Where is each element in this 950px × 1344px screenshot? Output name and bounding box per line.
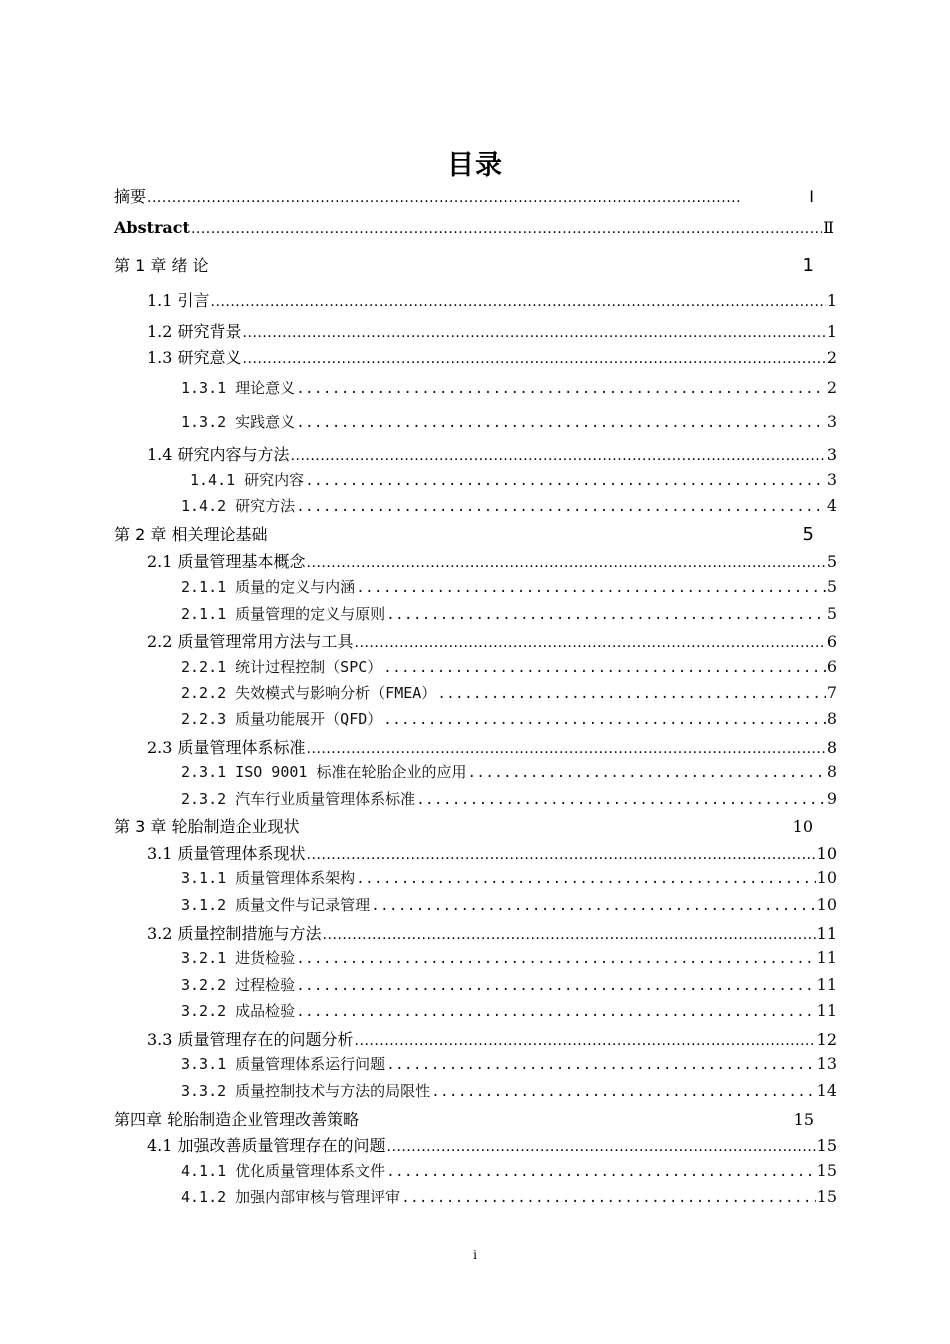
toc-chapter-page: 15 <box>793 1110 814 1129</box>
toc-entry-page: 8 <box>826 709 837 728</box>
toc-entry-label: 2.3.1 ISO 9001 标准在轮胎企业的应用 <box>181 763 467 781</box>
toc-entry-page: 11 <box>816 975 837 994</box>
toc-entry-page: 9 <box>826 789 837 808</box>
toc-entry-1-1[interactable] <box>147 288 837 310</box>
dot-leader <box>305 473 826 489</box>
dot-leader <box>371 898 815 914</box>
toc-entry-4-1-2[interactable] <box>181 1186 837 1208</box>
toc-entry-page: 8 <box>826 738 837 757</box>
toc-chapter-2[interactable] <box>114 522 814 546</box>
dot-leader <box>383 660 826 676</box>
toc-entry-1-3[interactable] <box>147 345 837 367</box>
toc-entry-page: 11 <box>816 924 837 943</box>
toc-entry-abstract-cn[interactable] <box>114 184 814 206</box>
toc-entry-page: 15 <box>816 1161 837 1180</box>
toc-entry-label: 3.1 质量管理体系现状 <box>147 844 306 863</box>
toc-entry-2-1-1b[interactable] <box>181 603 837 625</box>
dot-leader <box>296 951 815 967</box>
toc-entry-page: 5 <box>826 577 837 596</box>
toc-entry-page: 2 <box>826 378 837 397</box>
toc-entry-label: 2.2.2 失效模式与影响分析（FMEA） <box>181 684 437 702</box>
toc-entry-label: 3.1.1 质量管理体系架构 <box>181 869 356 887</box>
toc-entry-2-2[interactable] <box>147 629 837 651</box>
toc-entry-3-1-1[interactable] <box>181 867 837 889</box>
toc-entry-label: 1.3.2 实践意义 <box>181 413 296 431</box>
dot-leader <box>401 1190 815 1206</box>
toc-entry-page: 11 <box>816 1001 837 1020</box>
toc-entry-2-1-1[interactable] <box>181 576 837 598</box>
toc-entry-label: 1.4 研究内容与方法 <box>147 445 290 464</box>
toc-chapter-label: 第四章 轮胎制造企业管理改善策略 <box>114 1110 360 1129</box>
toc-entry-3-2-3[interactable] <box>181 1000 837 1022</box>
toc-entry-label: 1.2 研究背景 <box>147 322 242 341</box>
toc-chapter-label: 第 1 章 绪 论 <box>114 256 209 275</box>
toc-entry-page: 10 <box>816 868 837 887</box>
dot-leader <box>383 712 826 728</box>
dot-leader <box>296 1004 815 1020</box>
toc-entry-label: 2.2 质量管理常用方法与工具 <box>147 632 354 651</box>
toc-entry-page: 6 <box>826 657 837 676</box>
dot-leader <box>355 1033 816 1049</box>
toc-entry-label: 1.4.2 研究方法 <box>181 497 296 515</box>
dot-leader <box>386 1164 815 1180</box>
toc-entry-label: 2.1.1 质量的定义与内涵 <box>181 578 356 596</box>
toc-chapter-3[interactable] <box>114 814 814 838</box>
toc-entry-page: 8 <box>826 762 837 781</box>
toc-entry-page: 3 <box>826 412 837 431</box>
toc-entry-page: 13 <box>816 1054 837 1073</box>
dot-leader <box>211 294 826 310</box>
dot-leader <box>416 792 826 808</box>
toc-entry-4-1[interactable] <box>147 1133 837 1155</box>
dot-leader <box>296 978 815 994</box>
toc-entry-label: 3.3.1 质量管理体系运行问题 <box>181 1055 386 1073</box>
toc-entry-page: 15 <box>816 1187 837 1206</box>
toc-entry-abstract-en[interactable] <box>114 218 834 240</box>
toc-entry-label: 3.3.2 质量控制技术与方法的局限性 <box>181 1082 431 1100</box>
dot-leader <box>355 635 826 651</box>
toc-chapter-4[interactable] <box>114 1107 814 1131</box>
toc-entry-2-1[interactable] <box>147 549 837 571</box>
dot-leader <box>296 499 826 515</box>
toc-entry-label: 4.1 加强改善质量管理存在的问题 <box>147 1136 386 1155</box>
toc-entry-label: 2.2.3 质量功能展开（QFD） <box>181 710 383 728</box>
toc-entry-label: 3.2.2 过程检验 <box>181 976 296 994</box>
dot-leader <box>431 1084 815 1100</box>
toc-entry-page: 6 <box>826 632 837 651</box>
toc-chapter-page: 10 <box>792 817 813 836</box>
toc-entry-3-3-1[interactable] <box>181 1053 837 1075</box>
toc-entry-1-3-2[interactable] <box>181 411 837 433</box>
toc-entry-label: 3.2.2 成品检验 <box>181 1002 296 1020</box>
toc-entry-page: 5 <box>826 552 837 571</box>
toc-entry-label: 3.2 质量控制措施与方法 <box>147 924 322 943</box>
page-number: i <box>473 1248 477 1262</box>
dot-leader <box>323 927 816 943</box>
toc-entry-page: Ⅰ <box>809 187 814 206</box>
toc-entry-label: 4.1.1 优化质量管理体系文件 <box>181 1162 386 1180</box>
toc-entry-page: 3 <box>826 470 837 489</box>
toc-entry-page: 15 <box>816 1136 837 1155</box>
toc-entry-label: 3.3 质量管理存在的问题分析 <box>147 1030 354 1049</box>
toc-entry-label: Abstract <box>114 218 190 237</box>
toc-chapter-page: 1 <box>802 255 814 276</box>
toc-entry-label: 2.1.1 质量管理的定义与原则 <box>181 605 386 623</box>
toc-entry-1-3-1[interactable] <box>181 377 837 399</box>
toc-entry-3-1-2[interactable] <box>181 894 837 916</box>
dot-leader <box>147 190 742 206</box>
toc-entry-1-2[interactable] <box>147 319 837 341</box>
dot-leader <box>386 607 826 623</box>
toc-entry-page: 7 <box>826 683 837 702</box>
toc-entry-label: 2.3.2 汽车行业质量管理体系标准 <box>181 790 416 808</box>
toc-chapter-label: 第 3 章 轮胎制造企业现状 <box>114 817 300 836</box>
dot-leader <box>356 871 815 887</box>
toc-entry-page: 11 <box>816 948 837 967</box>
toc-entry-label: 1.1 引言 <box>147 291 210 310</box>
toc-entry-page: 1 <box>826 322 837 341</box>
toc-entry-3-1[interactable] <box>147 841 837 863</box>
toc-entry-label: 3.1.2 质量文件与记录管理 <box>181 896 371 914</box>
toc-entry-2-2-2[interactable] <box>181 682 837 704</box>
dot-leader <box>243 325 826 341</box>
toc-entry-label: 2.1 质量管理基本概念 <box>147 552 306 571</box>
toc-entry-label: 1.4.1 研究内容 <box>190 471 305 489</box>
toc-entry-page: 10 <box>816 895 837 914</box>
toc-entry-label: 1.3.1 理论意义 <box>181 379 296 397</box>
toc-entry-label: 4.1.2 加强内部审核与管理评审 <box>181 1188 401 1206</box>
toc-entry-1-4-1[interactable] <box>190 469 837 491</box>
dot-leader <box>437 686 826 702</box>
toc-entry-3-3-2[interactable] <box>181 1080 837 1102</box>
toc-entry-3-2-2[interactable] <box>181 974 837 996</box>
toc-entry-1-4-2[interactable] <box>181 495 837 517</box>
toc-entry-2-3-1[interactable] <box>181 761 837 783</box>
toc-entry-page: 12 <box>816 1030 837 1049</box>
toc-entry-label: 1.3 研究意义 <box>147 348 242 367</box>
toc-title: 目录 <box>447 150 503 181</box>
toc-entry-page: 1 <box>826 291 837 310</box>
toc-chapter-label: 第 2 章 相关理论基础 <box>114 525 268 544</box>
dot-leader <box>356 580 826 596</box>
toc-entry-label: 2.2.1 统计过程控制（SPC） <box>181 658 383 676</box>
toc-entry-3-3[interactable] <box>147 1027 837 1049</box>
toc-entry-label: 摘要 <box>114 187 147 206</box>
toc-entry-2-2-3[interactable] <box>181 708 837 730</box>
toc-entry-page: 14 <box>816 1081 837 1100</box>
toc-entry-page: 10 <box>816 844 837 863</box>
dot-leader <box>291 448 826 464</box>
toc-entry-page: Ⅱ <box>823 218 834 237</box>
toc-entry-1-4[interactable] <box>147 442 837 464</box>
toc-entry-page: 3 <box>826 445 837 464</box>
dot-leader <box>243 351 826 367</box>
toc-entry-page: 4 <box>826 496 837 515</box>
toc-entry-page: 2 <box>826 348 837 367</box>
toc-chapter-1[interactable] <box>114 253 814 277</box>
toc-entry-3-2-1[interactable] <box>181 947 837 969</box>
dot-leader <box>296 381 826 397</box>
dot-leader <box>307 847 816 863</box>
toc-entry-label: 2.3 质量管理体系标准 <box>147 738 306 757</box>
toc-entry-2-2-1[interactable] <box>181 656 837 678</box>
dot-leader <box>307 555 826 571</box>
toc-entry-2-3-2[interactable] <box>181 788 837 810</box>
dot-leader <box>387 1139 816 1155</box>
dot-leader <box>467 765 825 781</box>
toc-entry-2-3[interactable] <box>147 735 837 757</box>
toc-chapter-page: 5 <box>802 524 814 545</box>
dot-leader <box>191 221 822 237</box>
dot-leader <box>296 415 826 431</box>
dot-leader <box>307 741 826 757</box>
toc-entry-3-2[interactable] <box>147 921 837 943</box>
dot-leader <box>386 1057 815 1073</box>
toc-entry-page: 5 <box>826 604 837 623</box>
toc-entry-4-1-1[interactable] <box>181 1160 837 1182</box>
toc-entry-label: 3.2.1 进货检验 <box>181 949 296 967</box>
